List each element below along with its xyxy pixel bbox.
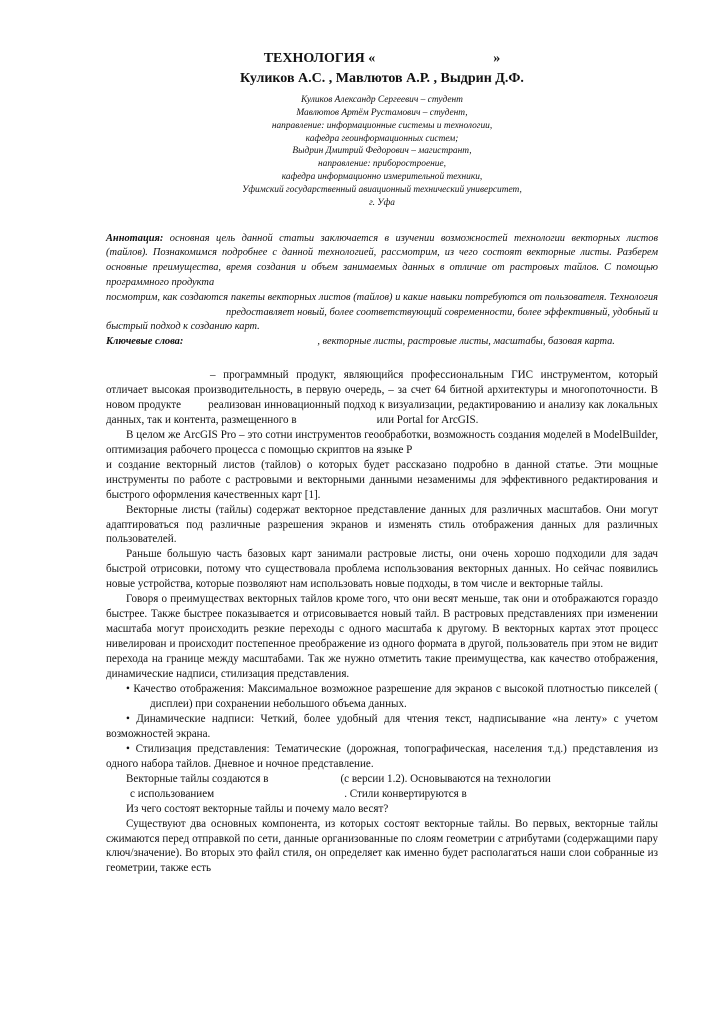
paper-page [106, 50, 658, 876]
body-paragraph [106, 368, 658, 428]
body-paragraph [106, 772, 658, 802]
bullet-1-text-a: • Качество отображения: Максимальное возможное разрешение для экранов с высокой плотностью пикселей ( [126, 682, 658, 695]
bullet-item [106, 682, 658, 712]
keywords-label: Ключевые слова: [106, 336, 184, 348]
bullet-1-text-b: дисплеи) при сохранении небольшого объема данных. [150, 697, 407, 710]
article-body [106, 368, 658, 876]
body-paragraph [106, 428, 658, 503]
p6-text-b: (с версии 1.2). Основываются на технологии [340, 772, 551, 785]
body-paragraph: Существуют два основных компонента, из которых состоят векторные тайлы. Во первых, векторные тайлы сжимаются перед отправкой по сети, данные организованные по слоям геометрии с атрибутами (содержащими пару ключ/значение). Во вторых это файл стиля, он определяет как именно будет располагаться наши слои собранные из геометрии, также есть [106, 817, 658, 875]
body-paragraph: Из чего состоят векторные тайлы и почему мало весят? [126, 802, 389, 815]
affiliation-line: Куликов Александр Сергеевич – студент [301, 95, 463, 105]
p6-text-d: . Стили конвертируются в [344, 787, 467, 800]
affiliation-line: кафедра информационно измерительной техники, [281, 172, 483, 183]
affiliation-line: направление: приборостроение, [318, 159, 446, 170]
p1-text-a: – программный продукт, являющийся профессиональным ГИС инструментом, который отличает высокая производительность, в первую очередь, – за счет 64 битной архитектуры и многопоточности. В новом продукте [106, 368, 658, 411]
title-suffix: » [493, 51, 501, 66]
p2-text: В целом же ArcGIS Pro – это сотни инструментов геообработки, возможность создания моделей в ModelBuilder, оптимизация рабочего процесса с помощью скриптов на языке P [106, 428, 658, 456]
body-paragraph: Векторные листы (тайлы) содержат векторное представление данных для различных масштабов. Они могут адаптироваться под различные разрешения экранов и изменять стиль отображения данных для различных пользователей. [106, 503, 658, 546]
affiliation-line: направление: информационные системы и технологии, [271, 120, 493, 131]
abstract-text-3: предоставляет новый, более соответствующий современности, более эффективный, удобный и быстрый подход к созданию карт. [106, 306, 658, 333]
affiliation-line: Выдрин Дмитрий Федорович – магистрант, [292, 146, 472, 157]
abstract-block [106, 232, 658, 350]
p6-text-a: Векторные тайлы создаются в [126, 772, 269, 785]
affiliation-line: кафедра геоинформационных систем; [305, 133, 459, 144]
abstract-paragraph [106, 232, 658, 336]
p1-text-c: или Portal for ArcGIS. [376, 413, 479, 426]
bullet-item: • Стилизация представления: Тематические (дорожная, топографическая, населения т.д.) представления из одного набора тайлов. Дневное и ночное представление. [106, 742, 658, 770]
p1-text-b: реализован инновационный подход к визуализации, редактированию и анализу как локальных данных, так и контента, размещенного в [106, 398, 658, 426]
affiliation-line: Уфимский государственный авиационный технический университет, [242, 184, 522, 195]
title-prefix: ТЕХНОЛОГИЯ « [263, 51, 376, 66]
keywords-text: , векторные листы, растровые листы, масштабы, базовая карта. [317, 336, 615, 348]
authors-line: Куликов А.С. , Мавлютов А.Р. , Выдрин Д.Ф. [240, 71, 524, 86]
keywords-paragraph [106, 335, 658, 350]
abstract-text-1: основная цель данной статьи заключается в изучении возможностей технологии векторных листов (тайлов). Познакомимся подробнее с данной технологией, рассмотрим, из чего состоят векторные листы. Разберем основные преимущества, время создания и объем занимаемых данных в отличие от растровых тайлов. С помощью программного продукта [106, 232, 658, 288]
body-paragraph: Раньше большую часть базовых карт занимали растровые листы, они очень хорошо подходили для задач быстрой отрисовки, потому что существовала проблема использования векторных данных. Но сейчас появились новые устройства, которые позволяют нам использовать новые подходы, в том числе и векторные тайлы. [106, 548, 658, 591]
paper-title [106, 50, 658, 67]
p2-text-b: и создание векторный листов (тайлов) о которых будет рассказано подробно в данной статье. Эти мощные инструменты по работе с растровыми и векторными данными незаменимы для эффективного редактирования и быстрого оформления качественных карт [1]. [106, 458, 658, 501]
abstract-label: Аннотация: [106, 232, 164, 244]
p6-text-c: с использованием [130, 787, 215, 800]
body-paragraph: Говоря о преимуществах векторных тайлов кроме того, что они весят меньше, так они и отображаются гораздо быстрее. Также быстрее показывается и отрисовывается новый тайл. В растровых представлениях при изменении масштаба могут происходить резкие переходы с одного масштаба к другому. В векторных картах этот процесс нивелирован и происходит постепенное преображение из одного формата в другой, пользователь при этом не видит перехода на границе между масштабами. Так же нужно отметить такие преимущества, как качество отображения, динамические надписи, стилизация представления. [106, 593, 658, 681]
affiliations-block [106, 94, 658, 210]
bullet-item: • Динамические надписи: Четкий, более удобный для чтения текст, надписывание «на ленту» с учетом возможностей экрана. [106, 712, 658, 740]
abstract-text-2: посмотрим, как создаются пакеты векторных листов (тайлов) и какие навыки потребуются от пользователя. Технология [106, 291, 658, 303]
affiliation-line: г. Уфа [369, 197, 395, 208]
affiliation-line: Мавлютов Артём Рустамович – студент, [296, 107, 468, 118]
